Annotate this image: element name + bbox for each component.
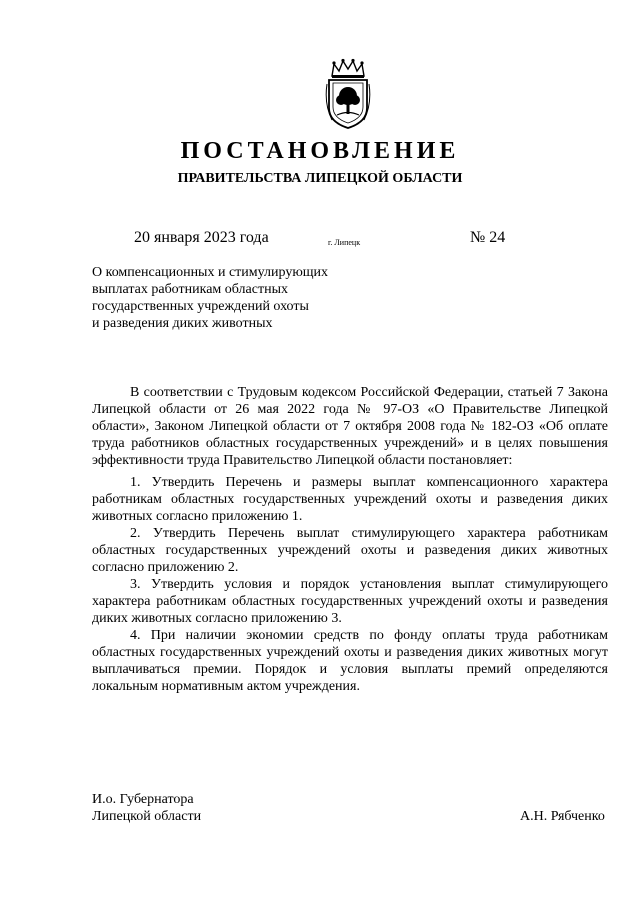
subject-line: и разведения диких животных bbox=[92, 316, 273, 331]
resolution-item-4: 4. При наличии экономии средств по фонду оплаты труда работникам областных государственных учреждений охоты и разведения диких животных могут выплачиваться премии. Порядок и условия выплаты премий определяются локальным нормативным актом учреждения. bbox=[92, 628, 608, 694]
subject-line: О компенсационных и стимулирующих bbox=[92, 265, 329, 280]
lipetsk-coat-of-arms-icon bbox=[324, 58, 372, 130]
document-title: ПОСТАНОВЛЕНИЕ bbox=[180, 138, 460, 164]
signatory-name: А.Н. Рябченко bbox=[520, 809, 605, 824]
document-issuer: ПРАВИТЕЛЬСТВА ЛИПЕЦКОЙ ОБЛАСТИ bbox=[177, 171, 463, 186]
resolution-item-2: 2. Утвердить Перечень выплат стимулирующего характера работникам областных государственных учреждений охоты и разведения диких животных согласно приложению 2. bbox=[92, 526, 608, 575]
resolution-item-1: 1. Утвердить Перечень и размеры выплат компенсационного характера работникам областных государственных учреждений охоты и разведения диких животных согласно приложению 1. bbox=[92, 475, 608, 524]
signatory-position-line: Липецкой области bbox=[92, 809, 202, 824]
signatory-position bbox=[92, 791, 201, 825]
resolution-item-3: 3. Утвердить условия и порядок установления выплат стимулирующего характера работникам областных государственных учреждений охоты и разведения диких животных согласно приложению 3. bbox=[92, 577, 608, 626]
document-city: г. Липецк bbox=[328, 238, 361, 247]
document-date: 20 января 2023 года bbox=[134, 229, 269, 246]
document-subject bbox=[92, 264, 328, 332]
preamble-paragraph: В соответствии с Трудовым кодексом Российской Федерации, статьей 7 Закона Липецкой области от 26 мая 2022 года № 97-ОЗ «О Правительстве Липецкой области», Законом Липецкой области от 7 октября 2008 года № 182-ОЗ «Об оплате труда работников областных государственных учреждений» и в целях повышения эффективности труда Правительство Липецкой области постановляет: bbox=[92, 385, 608, 468]
document-body bbox=[92, 384, 608, 695]
document-number: № 24 bbox=[470, 229, 506, 246]
subject-line: выплатах работникам областных bbox=[92, 282, 288, 297]
subject-line: государственных учреждений охоты bbox=[92, 299, 309, 314]
signatory-position-line: И.о. Губернатора bbox=[92, 792, 194, 807]
